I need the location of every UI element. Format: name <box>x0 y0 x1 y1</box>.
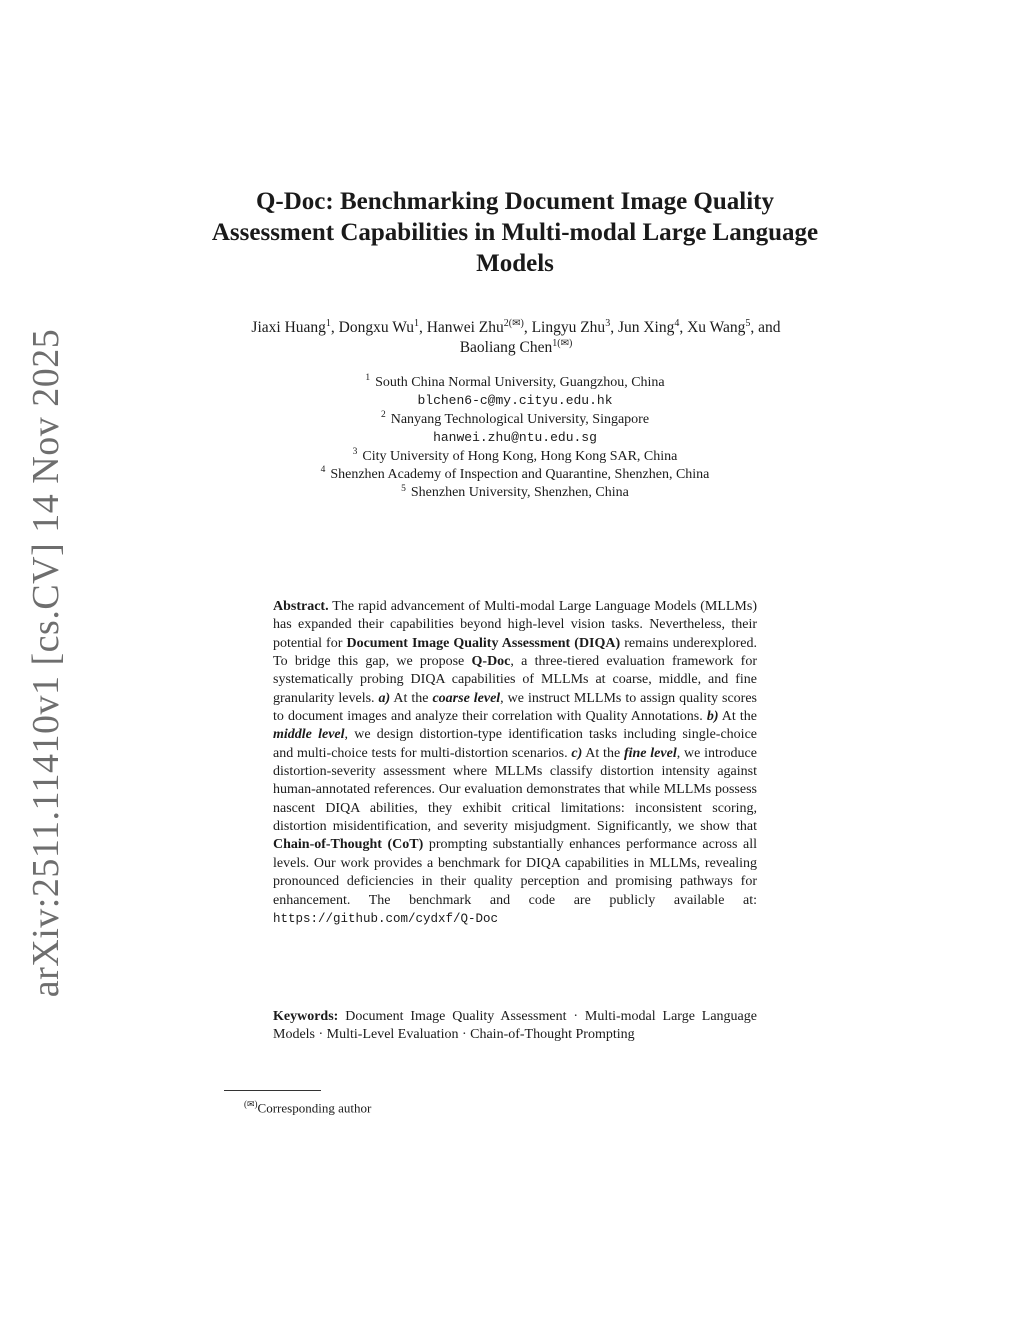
author-separator: , and <box>750 319 781 336</box>
abstract-run: prompting substantially enhances performance across all levels. Our work provides a benchmark for DIQA capabilities in MLLMs, revealing pronounced deficiencies in their quality perception and promising pathways for enhancement. The benchmark and code are publicly available at: <box>273 837 757 908</box>
keywords-label: Keywords: <box>273 1009 339 1024</box>
abstract-run: At the <box>390 690 433 706</box>
author-affiliation-mark: 5 <box>745 317 751 329</box>
affiliation-name: City University of Hong Kong, Hong Kong SAR, China <box>362 448 678 464</box>
author-separator: , <box>330 319 339 336</box>
footnote-mark: (✉) <box>244 1099 258 1109</box>
author-name: Lingyu Zhu <box>531 319 606 336</box>
author-name: Jun Xing <box>617 319 675 336</box>
abstract-bold-term: Chain-of-Thought (CoT) <box>273 837 424 853</box>
footnote-text: Corresponding author <box>257 1100 372 1116</box>
abstract-enum-label: a) <box>378 690 391 706</box>
abstract-level-term: fine level <box>623 745 677 761</box>
affiliation-name: Shenzhen University, Shenzhen, China <box>410 485 629 501</box>
affiliation-item <box>232 484 798 502</box>
abstract-bold-term: Document Image Quality Assessment (DIQA) <box>346 635 621 651</box>
affiliation-email[interactable]: hanwei.zhu@ntu.edu.sg <box>433 430 597 446</box>
affiliation-name: South China Normal University, Guangzhou, China <box>375 375 665 390</box>
abstract-enum-label: b) <box>706 709 719 725</box>
author-list <box>236 318 796 358</box>
affiliation-name: Nanyang Technological University, Singapore <box>390 411 650 427</box>
abstract-run: , a three-tiered evaluation framework for systematically probing DIQA capabilities of MLLMs at coarse, middle, and fine granularity levels. <box>273 654 757 706</box>
keywords-list: Document Image Quality Assessment · Multi-modal Large Language Models · Multi-Level Evaluation · Chain-of-Thought Prompting <box>273 1009 757 1043</box>
abstract-level-term: middle level <box>273 727 345 743</box>
author-affiliation-mark: 4 <box>674 317 680 329</box>
keywords-section <box>273 1008 757 1045</box>
keywords-text <box>273 1008 757 1045</box>
abstract-label: Abstract. <box>273 599 329 614</box>
author-affiliation-mark: 3 <box>605 317 611 329</box>
affiliation-item <box>232 448 798 466</box>
affiliation-item <box>232 466 798 484</box>
author-separator: , <box>610 319 618 336</box>
affiliation-number: 5 <box>401 483 406 494</box>
abstract-bold-term: Q-Doc <box>471 654 511 670</box>
author-separator: , <box>418 319 427 336</box>
arxiv-identifier-stamp: arXiv:2511.11410v1 [cs.CV] 14 Nov 2025 <box>25 328 67 998</box>
abstract-enum-label: c) <box>571 745 583 761</box>
abstract-run: At the <box>582 745 624 761</box>
abstract-section <box>273 598 757 928</box>
code-repository-link[interactable]: https://github.com/cydxf/Q-Doc <box>273 911 499 926</box>
abstract-run: , we design distortion-type identification tasks including single-choice and multi-choice tests for multi-distortion scenarios. <box>273 727 757 761</box>
affiliation-number: 3 <box>352 446 358 457</box>
author-name: Baoliang Chen <box>459 339 553 356</box>
affiliation-number: 4 <box>320 465 326 476</box>
author-name: Xu Wang <box>687 319 746 336</box>
abstract-run: At the <box>718 709 757 725</box>
author-separator: , <box>679 319 688 336</box>
abstract-run: , we introduce distortion-severity assessment where MLLMs classify distortion intensity against human-annotated references. Our evaluation demonstrates that while MLLMs possess nascent DIQA abilities, they exhibit critical limitations: inconsistent scoring, distortion misidentification, and severity misjudgment. Significantly, we show that <box>273 745 757 835</box>
author-name: Hanwei Zhu <box>426 319 504 336</box>
author-name: Dongxu Wu <box>338 319 414 336</box>
author-affiliation-mark: 1 <box>325 317 331 329</box>
affiliation-number: 1 <box>365 373 371 384</box>
abstract-run: remains underexplored. To bridge this gap, we propose <box>273 635 757 670</box>
author-affiliation-mark: 1 <box>413 317 419 329</box>
footnote-divider <box>224 1090 321 1091</box>
author-name: Jiaxi Huang <box>251 319 326 336</box>
affiliation-list <box>232 374 798 503</box>
author-affiliation-mark: 2(✉) <box>503 317 524 329</box>
abstract-run: The rapid advancement of Multi-modal Large Language Models (MLLMs) has expanded their capabilities beyond high-level vision tasks. Nevertheless, their potential for <box>273 599 757 651</box>
affiliation-number: 2 <box>380 410 386 421</box>
affiliation-item <box>232 411 798 429</box>
author-affiliation-mark: 1(✉) <box>552 337 573 349</box>
abstract-text <box>273 598 757 928</box>
affiliation-email[interactable]: blchen6-c@my.cityu.edu.hk <box>417 393 613 409</box>
affiliation-item <box>232 374 798 392</box>
author-separator: , <box>523 319 532 336</box>
abstract-run: , we instruct MLLMs to assign quality scores to document images and analyze their correlation with Quality Annotations. <box>273 690 757 725</box>
footnote <box>244 1096 371 1116</box>
affiliation-name: Shenzhen Academy of Inspection and Quarantine, Shenzhen, China <box>330 467 710 483</box>
abstract-level-term: coarse level <box>432 690 501 706</box>
paper-title: Q-Doc: Benchmarking Document Image Quality Assessment Capabilities in Multi-modal Large Language Models <box>211 188 819 277</box>
